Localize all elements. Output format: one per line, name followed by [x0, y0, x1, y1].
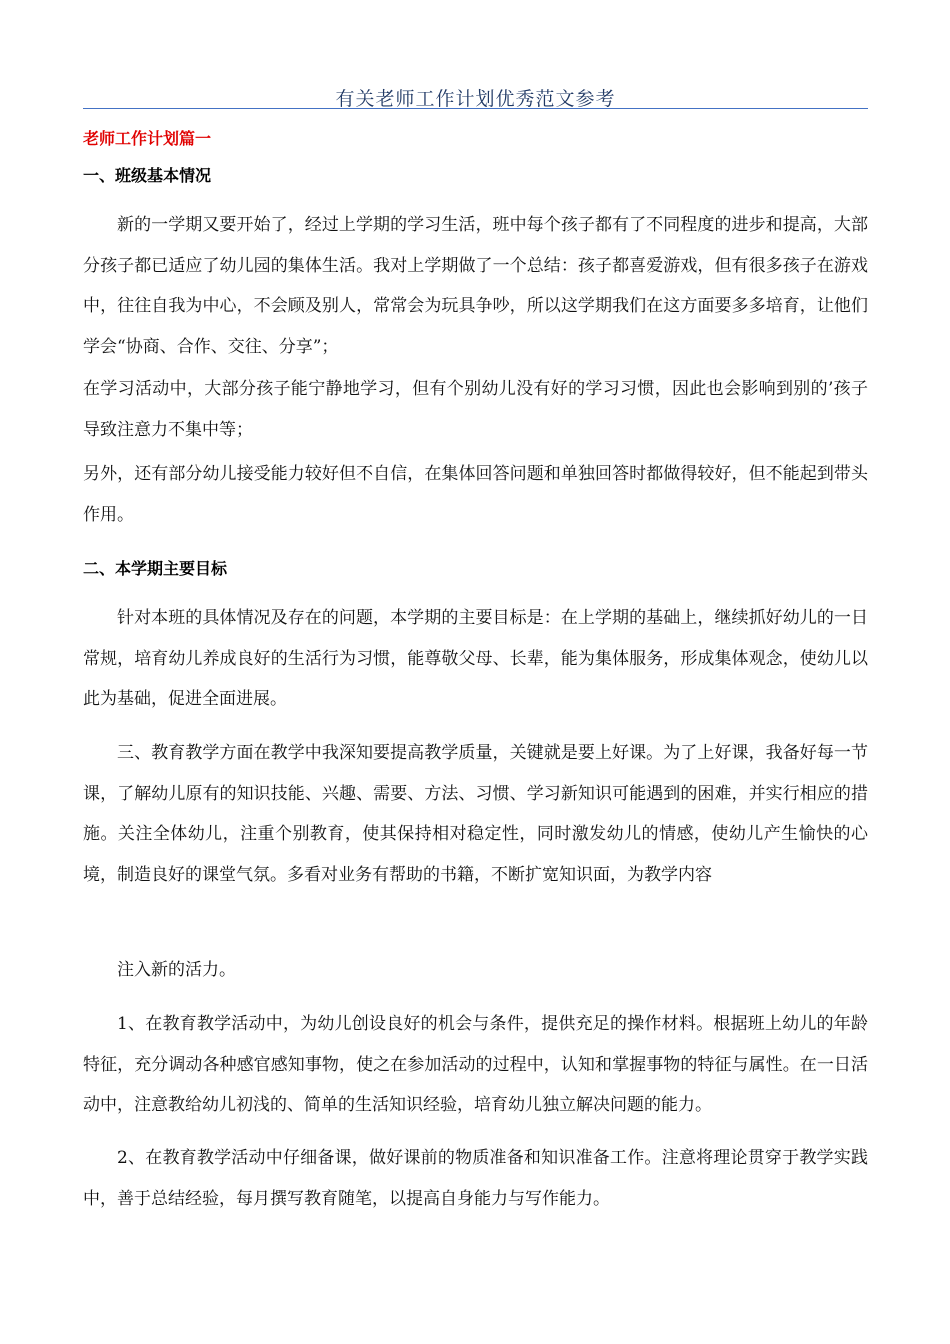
paragraph-6: 注入新的活力。 — [117, 960, 236, 980]
paragraph-7: 1、在教育教学活动中，为幼儿创设良好的机会与条件，提供充足的操作材料。根据班上幼儿的年龄特征，充分调动各种感官感知事物，使之在参加活动的过程中，认知和掌握事物的特征与属性。在一日活动中，注意教给幼儿初浅的、简单的生活知识经验，培育幼儿独立解决问题的能力。 — [83, 1014, 868, 1115]
title-underline — [83, 108, 868, 109]
paragraph-5: 三、教育教学方面在教学中我深知要提高教学质量，关键就是要上好课。为了上好课，我备好每一节课，了解幼儿原有的知识技能、兴趣、需要、方法、习惯、学习新知识可能遇到的困难，并实行相应的措施。关注全体幼儿，注重个别教育，使其保持相对稳定性，同时激发幼儿的情感，使幼儿产生愉快的心境，制造良好的课堂气氛。多看对业务有帮助的书籍，不断扩宽知识面，为教学内容 — [83, 743, 868, 885]
paragraph-8: 2、在教育教学活动中仔细备课，做好课前的物质准备和知识准备工作。注意将理论贯穿于教学实践中，善于总结经验，每月撰写教育随笔，以提高自身能力与写作能力。 — [83, 1148, 868, 1209]
paragraph-2: 在学习活动中，大部分孩子能宁静地学习，但有个别幼儿没有好的学习习惯，因此也会影响到别的’孩子导致注意力不集中等； — [83, 379, 868, 440]
heading-class-situation: 一、班级基本情况 — [83, 166, 212, 185]
heading-semester-goals: 二、本学期主要目标 — [83, 559, 228, 578]
paragraph-4: 针对本班的具体情况及存在的问题，本学期的主要目标是：在上学期的基础上，继续抓好幼儿的一日常规，培育幼儿养成良好的生活行为习惯，能尊敬父母、长辈，能为集体服务，形成集体观念，使幼儿以此为基础，促进全面进展。 — [83, 608, 868, 709]
paragraph-3: 另外，还有部分幼儿接受能力较好但不自信，在集体回答问题和单独回答时都做得较好，但不能起到带头作用。 — [83, 464, 868, 525]
paragraph-1: 新的一学期又要开始了，经过上学期的学习生活，班中每个孩子都有了不同程度的进步和提高，大部分孩子都已适应了幼儿园的集体生活。我对上学期做了一个总结：孩子都喜爱游戏，但有很多孩子在游戏中，往往自我为中心，不会顾及别人，常常会为玩具争吵，所以这学期我们在这方面要多多培育，让他们学会“协商、合作、交往、分享”； — [83, 215, 868, 357]
section-title: 老师工作计划篇一 — [83, 129, 212, 148]
document-title: 有关老师工作计划优秀范文参考 — [335, 88, 616, 110]
